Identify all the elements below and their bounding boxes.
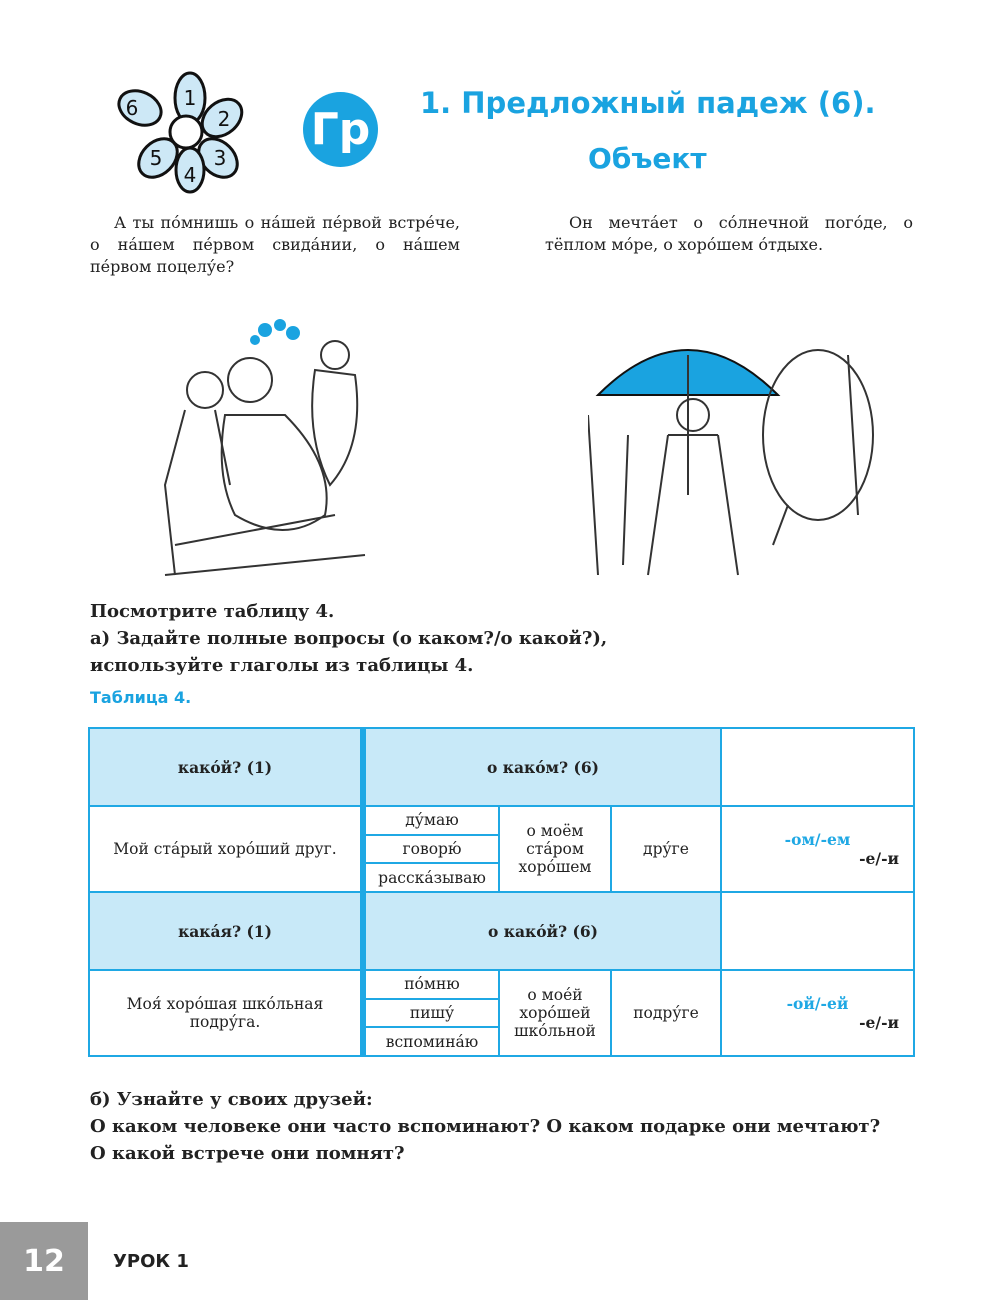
phrase-cell: Мой ста́рый хоро́ший друг. — [89, 806, 363, 892]
table-row — [89, 970, 914, 999]
verb-cell: расска́зываю — [363, 863, 499, 892]
svg-text:6: 6 — [125, 96, 139, 120]
header-question-nominative: кака́я? (1) — [89, 892, 363, 970]
section-title: 1. Предложный падеж (6). — [420, 86, 876, 120]
endings-cell — [721, 970, 914, 1056]
task-b-line-1: б) Узнайте у своих друзей: — [90, 1089, 373, 1110]
ending-main: -ой/-ей — [786, 994, 849, 1013]
lesson-label: УРОК 1 — [113, 1251, 189, 1272]
grammar-badge: Гр — [303, 92, 378, 167]
case-flower-icon — [110, 70, 250, 195]
ending-alt: -е/-и — [859, 849, 899, 868]
verb-cell: пишу́ — [363, 999, 499, 1028]
noun-cell: подру́ге — [611, 970, 721, 1056]
phrase-cell: Моя́ хоро́шая шко́льная подру́га. — [89, 970, 363, 1056]
caption-right: Он мечта́ет о со́лнечной пого́де, о тёплом мо́ре, о хоро́шем о́тдыхе. — [545, 213, 913, 254]
task-b-line-2: О каком человеке они часто вспоминают? О каком подарке они мечтают? — [90, 1116, 881, 1137]
illustration-couple-park — [145, 315, 390, 585]
header-question-prepositional: о како́м? (6) — [363, 728, 721, 806]
empty-cell — [721, 892, 914, 970]
illustration-man-umbrella — [588, 315, 878, 585]
adjective-cell: о моём ста́ром хоро́шем — [499, 806, 611, 892]
section-subtitle: Объект — [588, 142, 707, 175]
noun-cell: дру́ге — [611, 806, 721, 892]
verb-cell: ду́маю — [363, 806, 499, 835]
page-number: 12 — [0, 1222, 88, 1300]
task-line-3: используйте глаголы из таблицы 4. — [90, 655, 474, 676]
endings-cell — [721, 806, 914, 892]
empty-cell — [721, 728, 914, 806]
verb-cell: по́мню — [363, 970, 499, 999]
table-row — [89, 892, 914, 970]
svg-text:5: 5 — [149, 146, 163, 170]
svg-text:2: 2 — [217, 107, 231, 131]
task-a — [90, 598, 607, 679]
verb-cell: говорю́ — [363, 835, 499, 864]
task-b-line-3: О какой встрече они помнят? — [90, 1143, 405, 1164]
table-row — [89, 806, 914, 835]
caption-left: А ты по́мнишь о на́шей пе́рвой встре́че, о на́шем пе́рвом свида́нии, о на́шем пе́рвом поцелу́е? — [90, 213, 460, 276]
ending-alt: -е/-и — [859, 1013, 899, 1032]
svg-text:1: 1 — [183, 86, 197, 110]
ending-main: -ом/-ем — [784, 830, 851, 849]
svg-text:3: 3 — [213, 146, 227, 170]
table-row — [89, 728, 914, 806]
task-line-1: Посмотрите таблицу 4. — [90, 601, 335, 622]
task-line-2: а) Задайте полные вопросы (о каком?/о какой?), — [90, 628, 608, 649]
header-question-nominative: како́й? (1) — [89, 728, 363, 806]
header-question-prepositional: о како́й? (6) — [363, 892, 721, 970]
svg-text:4: 4 — [183, 163, 197, 187]
adjective-cell: о мое́й хоро́шей шко́льной — [499, 970, 611, 1056]
grammar-table — [88, 727, 915, 1057]
verb-cell: вспомина́ю — [363, 1027, 499, 1056]
table-label: Таблица 4. — [90, 688, 192, 707]
task-b — [90, 1086, 880, 1167]
